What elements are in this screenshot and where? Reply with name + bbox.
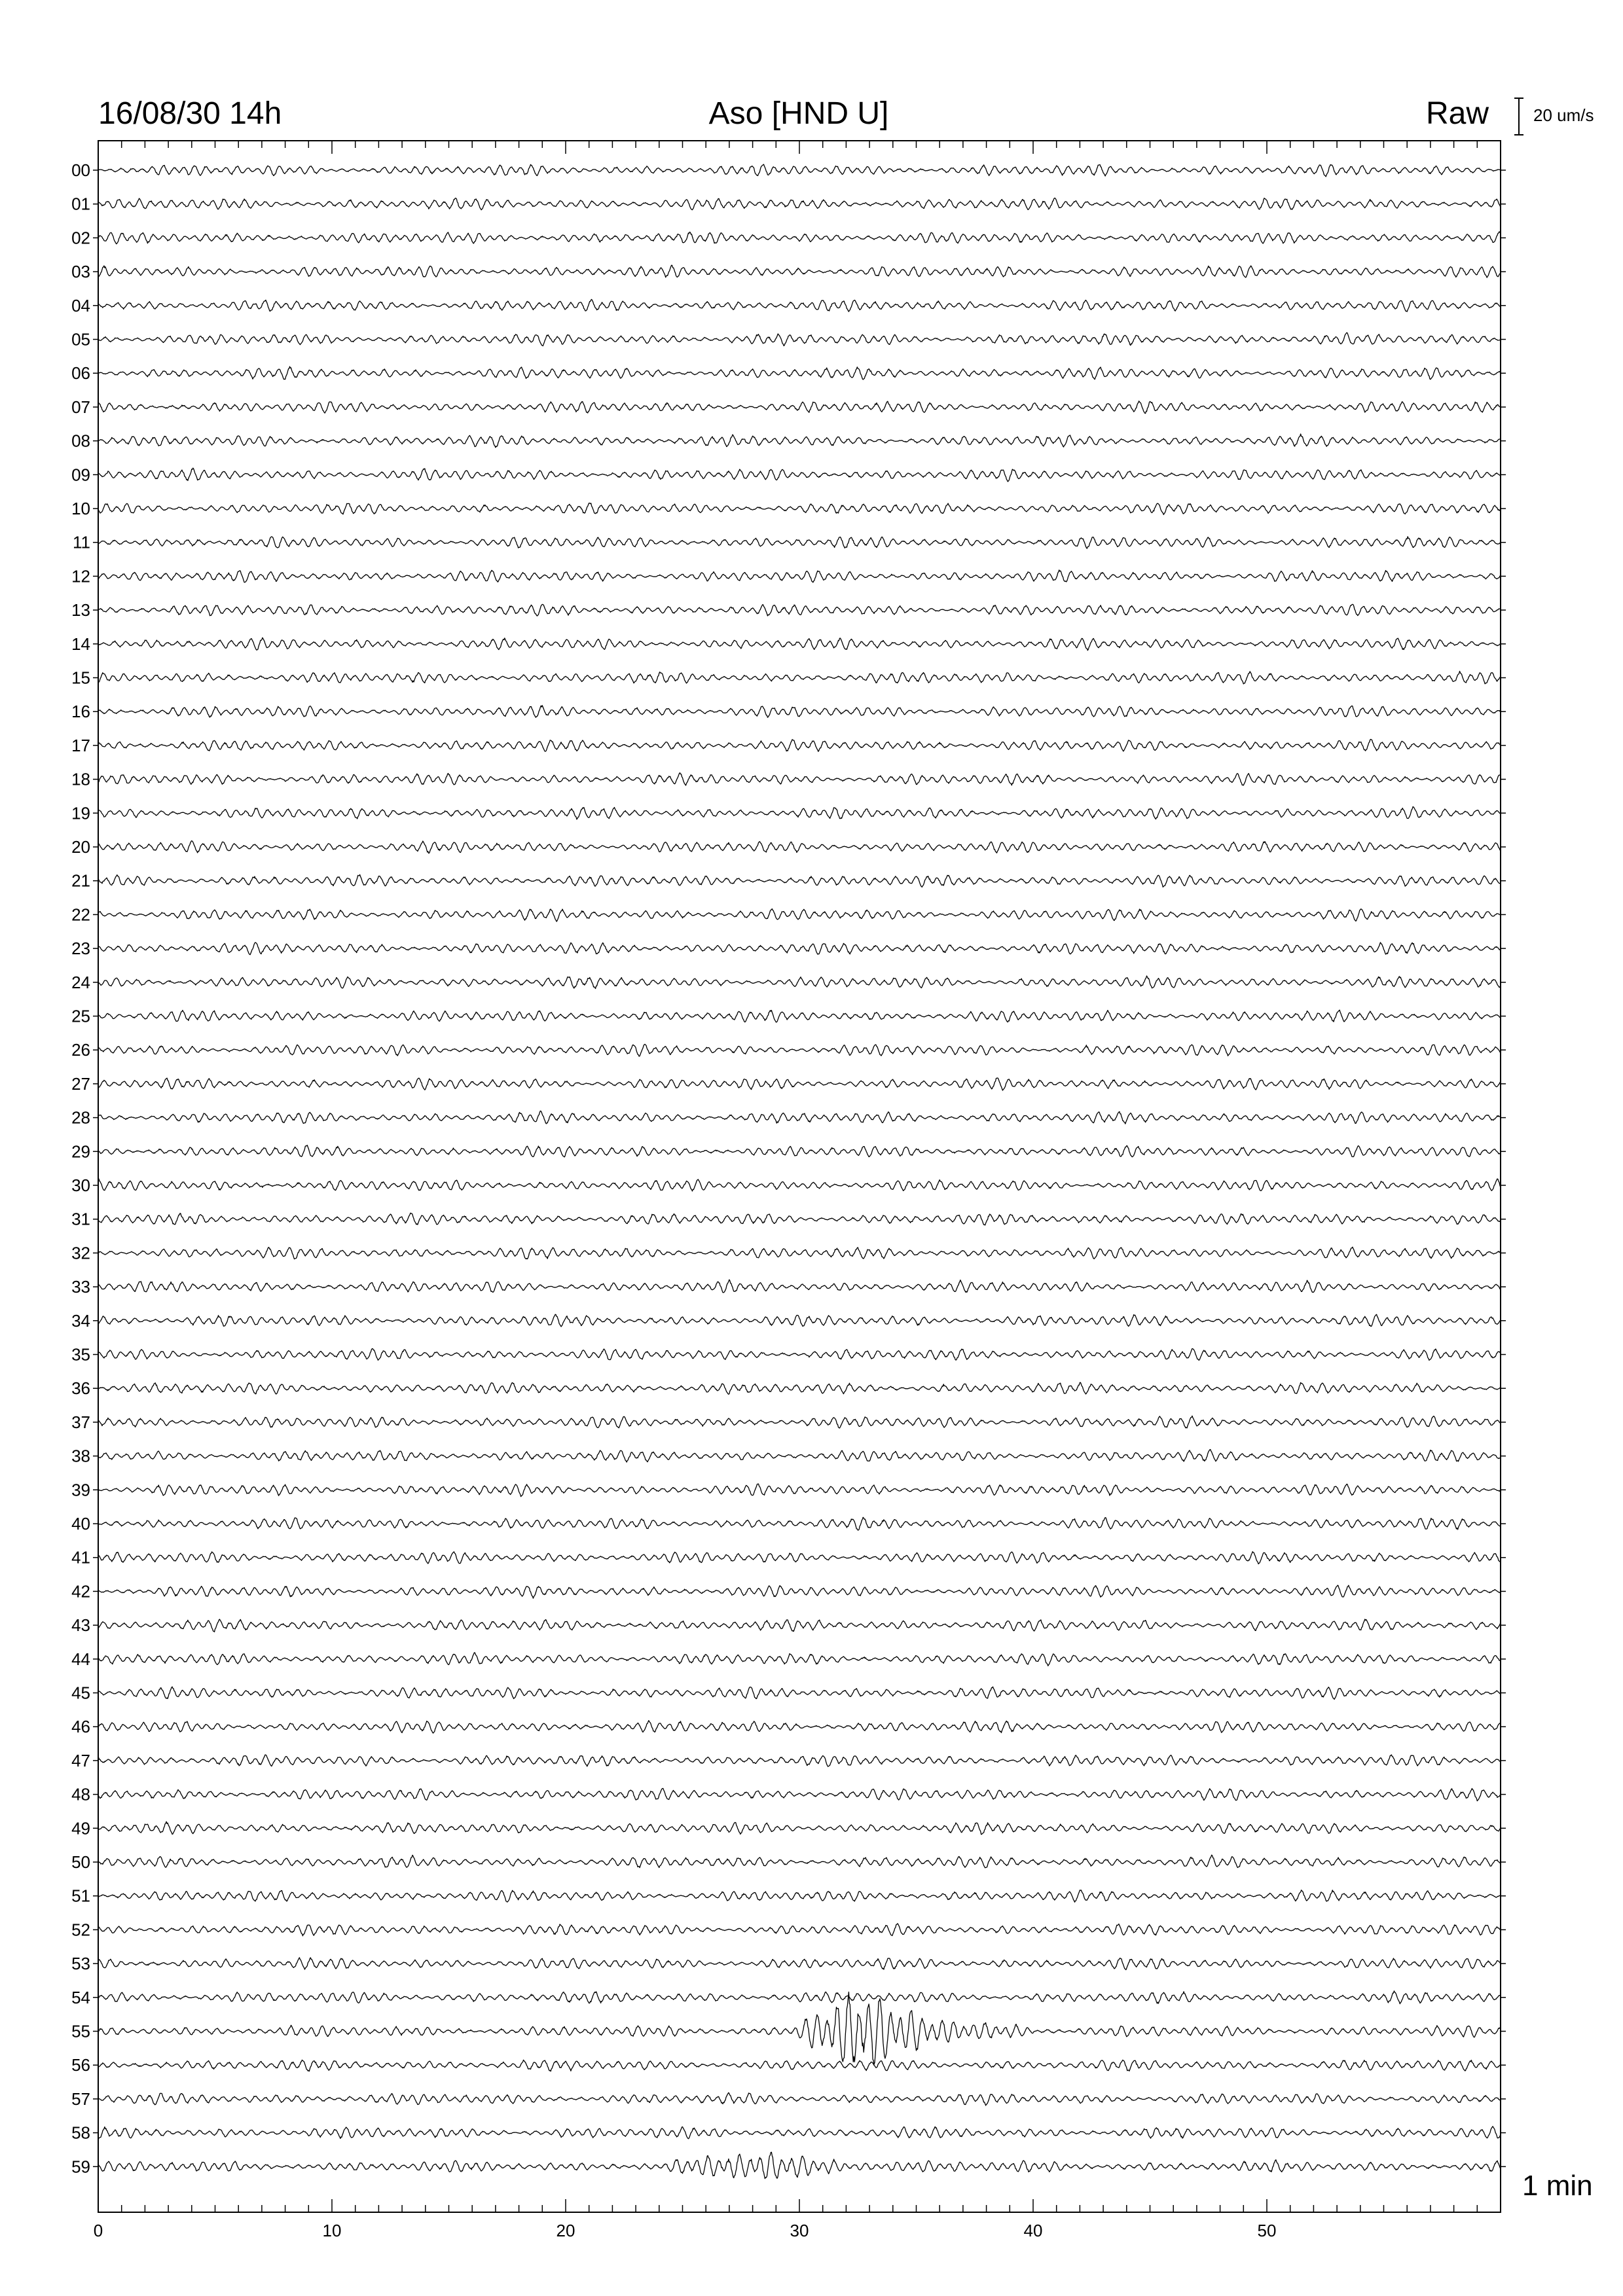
row-label: 34: [71, 1310, 90, 1331]
x-tick-label: 0: [93, 2221, 103, 2240]
row-label: 21: [71, 870, 90, 891]
trace-line: [98, 1788, 1501, 1801]
trace-line: [98, 1619, 1501, 1632]
trace-line: [98, 503, 1501, 515]
plot-border: [98, 141, 1501, 2212]
trace-line: [98, 570, 1501, 583]
filter-label: Raw: [1426, 96, 1489, 131]
row-label: 33: [71, 1277, 90, 1297]
trace-line: [98, 841, 1501, 853]
trace-line: [98, 434, 1501, 448]
trace-line: [98, 367, 1501, 380]
row-label: 39: [71, 1480, 90, 1500]
row-label: 16: [71, 702, 90, 722]
trace-line: [98, 1010, 1501, 1022]
x-tick-label: 10: [322, 2221, 342, 2240]
trace-line: [98, 1484, 1501, 1496]
trace-line: [98, 1821, 1501, 1835]
row-label: 51: [71, 1886, 90, 1906]
row-label: 09: [71, 465, 90, 485]
trace-line: [98, 1247, 1501, 1259]
trace-line: [98, 2126, 1501, 2139]
trace-line: [98, 740, 1501, 752]
trace-line: [98, 1179, 1501, 1191]
row-label: 48: [71, 1784, 90, 1804]
trace-line: [98, 1855, 1501, 1868]
trace-line: [98, 1890, 1501, 1902]
trace-line: [98, 1585, 1501, 1598]
row-label: 14: [71, 634, 90, 654]
trace-line: [98, 265, 1501, 278]
trace-line: [98, 976, 1501, 988]
row-label: 05: [71, 329, 90, 350]
row-label: 20: [71, 837, 90, 857]
trace-line: [98, 1044, 1501, 1056]
row-label: 44: [71, 1649, 90, 1669]
row-label: 43: [71, 1615, 90, 1636]
trace-line: [98, 942, 1501, 955]
row-label: 31: [71, 1209, 90, 1229]
row-label: 23: [71, 939, 90, 959]
trace-line: [98, 537, 1501, 548]
trace-line: [98, 773, 1501, 785]
row-label: 36: [71, 1378, 90, 1399]
row-label: 27: [71, 1073, 90, 1094]
trace-line: [98, 672, 1501, 684]
row-label: 18: [71, 769, 90, 789]
row-label: 35: [71, 1344, 90, 1365]
row-label: 15: [71, 668, 90, 688]
row-label: 55: [71, 2021, 90, 2041]
trace-line: [98, 1416, 1501, 1428]
row-label: 37: [71, 1412, 90, 1432]
row-label: 40: [71, 1514, 90, 1534]
row-label: 58: [71, 2123, 90, 2143]
x-tick-label: 50: [1257, 2221, 1277, 2240]
trace-group: [98, 164, 1501, 2179]
trace-line: [98, 1450, 1501, 1463]
trace-line: [98, 332, 1501, 346]
row-label: 26: [71, 1040, 90, 1060]
row-label: 42: [71, 1581, 90, 1602]
row-label: 08: [71, 431, 90, 451]
trace-line: [98, 604, 1501, 616]
row-label: 46: [71, 1717, 90, 1737]
row-label: 54: [71, 1987, 90, 2007]
row-label: 22: [71, 905, 90, 925]
row-label: 38: [71, 1446, 90, 1466]
trace-line: [98, 1078, 1501, 1090]
row-label: 11: [73, 532, 90, 552]
trace-line: [98, 1755, 1501, 1767]
trace-line: [98, 1958, 1501, 1970]
trace-line: [98, 1721, 1501, 1733]
trace-line: [98, 909, 1501, 922]
row-label: 00: [71, 160, 90, 180]
row-label: 06: [71, 363, 90, 384]
row-label: 12: [71, 566, 90, 586]
row-label: 47: [71, 1750, 90, 1770]
trace-line: [98, 164, 1501, 177]
row-label: 56: [71, 2055, 90, 2075]
row-label: 10: [71, 499, 90, 518]
trace-line: [98, 1213, 1501, 1225]
trace-line: [98, 807, 1501, 819]
trace-line: [98, 1348, 1501, 1360]
row-label: 13: [71, 600, 90, 620]
plot-frame: [98, 98, 1523, 2212]
row-label: 30: [71, 1175, 90, 1195]
trace-line: [98, 1991, 1501, 2004]
row-label: 49: [71, 1818, 90, 1839]
row-label: 01: [71, 194, 90, 214]
trace-line: [98, 401, 1501, 414]
row-label: 59: [71, 2157, 90, 2177]
trace-line: [98, 1552, 1501, 1564]
station-title: Aso [HND U]: [708, 96, 889, 131]
tick-group: [93, 141, 1506, 2212]
row-label: 03: [71, 262, 90, 282]
trace-line: [98, 1517, 1501, 1530]
trace-line: [98, 468, 1501, 482]
scale-label: 20 um/s: [1533, 105, 1594, 125]
row-label: 07: [71, 397, 90, 417]
row-label: 41: [71, 1547, 90, 1568]
row-label: 25: [71, 1006, 90, 1026]
trace-line: [98, 1382, 1501, 1394]
row-label: 45: [71, 1683, 90, 1703]
row-label: 28: [71, 1107, 90, 1128]
row-label: 24: [71, 972, 90, 992]
trace-line: [98, 2092, 1501, 2106]
trace-line: [98, 1924, 1501, 1936]
row-label: 04: [71, 295, 90, 315]
row-label: 19: [71, 803, 90, 823]
trace-line: [98, 637, 1501, 650]
trace-line: [98, 1145, 1501, 1157]
row-label: 29: [71, 1141, 90, 1162]
row-label: 02: [71, 228, 90, 248]
row-label: 52: [71, 1920, 90, 1940]
trace-line: [98, 232, 1501, 244]
trace-line: [98, 1653, 1501, 1666]
trace-line: [98, 299, 1501, 312]
trace-line: [98, 1111, 1501, 1124]
row-label: 50: [71, 1852, 90, 1872]
x-tick-label: 30: [790, 2221, 809, 2240]
x-tick-label: 20: [556, 2221, 575, 2240]
row-label: 32: [71, 1243, 90, 1263]
row-label: 57: [71, 2089, 90, 2109]
x-axis-unit: 1 min: [1522, 2170, 1593, 2202]
trace-line: [98, 1992, 1501, 2065]
trace-line: [98, 1687, 1501, 1699]
trace-line: [98, 706, 1501, 717]
datetime-label: 16/08/30 14h: [98, 96, 282, 131]
trace-line: [98, 2152, 1501, 2178]
trace-line: [98, 2060, 1501, 2071]
row-label: 17: [71, 735, 90, 755]
row-label: 53: [71, 1954, 90, 1974]
trace-line: [98, 1280, 1501, 1293]
trace-line: [98, 874, 1501, 887]
trace-line: [98, 198, 1501, 210]
x-tick-label: 40: [1023, 2221, 1043, 2240]
trace-line: [98, 1314, 1501, 1327]
